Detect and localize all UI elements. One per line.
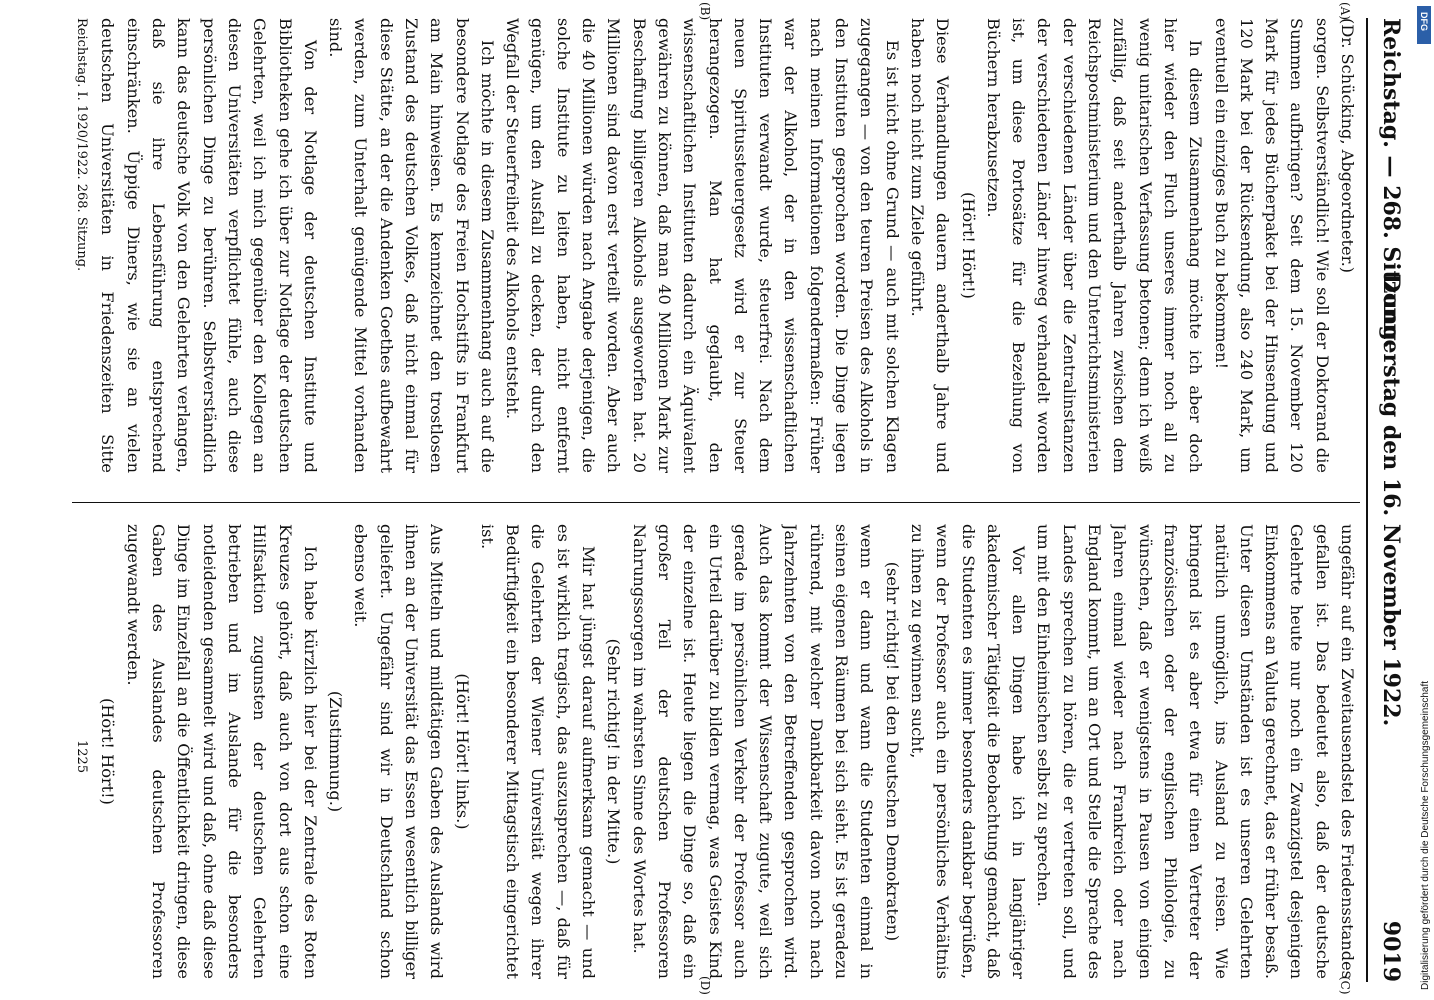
footer-signature: Reichstag. I. 1920/1922. 268. Sitzung. bbox=[74, 18, 89, 272]
paragraph: Ich möchte in diesem Zusammenhang auch auf die besondere Notlage des Freien Hochstifts in Frankfurt am Main hinweisen. Es kennzeichnet den trostlosen Zustand des deutschen Volkes, daß nicht einmal für diese Stätte, an der die Andenken Goethes aufbewahrt werden, zum Unterhalt genügende Mittel vorhanden sind. bbox=[326, 18, 497, 473]
interjection: (Sehr richtig! in der Mitte.) bbox=[604, 638, 624, 865]
paragraph: Mir hat jüngst darauf aufmerksam gemacht — und es ist wirklich tragisch, das auszusprechen —, daß für die Gelehrten der Wiener Universität wegen ihrer Bedürftigkeit ein besonderer Mittagstisch eingerichtet ist. bbox=[477, 524, 599, 979]
margin-mark-c: (C) bbox=[1338, 976, 1352, 995]
interjection: (Zustimmung.) bbox=[326, 690, 346, 813]
margin-mark-a: (A) bbox=[1338, 2, 1352, 21]
column-divider bbox=[72, 502, 1360, 503]
header-page-number: 9019 bbox=[1378, 920, 1404, 982]
interjection: (sehr richtig! bei den Deutschen Demokraten) bbox=[882, 561, 902, 942]
paragraph: ungefähr auf ein Zweitausendstel des Friedensstandes gefallen ist. Das bedeutet also, daß der deutsche Gelehrte heute nur noch ein Zwanzigstel desjenigen Einkommens an Valuta gerechnet, das er früher besaß. Unter diesen Umständen ist es unseren Gelehrten natürlich unmöglich, ins Ausland zu reisen. Wie bringend ist es aber etwa für einen Vertreter der französischen oder der englischen Philologie, zu wünschen, daß er wenigstens in Pausen von einigen Jahren einmal wieder nach Frankreich oder nach England kommt, um an Ort und Stelle die Sprache des Landes sprechen zu hören, die er vertreten soll, und um mit den Einheimischen selbst zu sprechen. bbox=[1034, 524, 1357, 979]
paragraph: Diese Verhandlungen dauern anderthalb Jahre und haben noch nicht zum Ziele geführt. bbox=[907, 18, 953, 473]
speaker-note: (Dr. Schücking, Abgeordneter.) bbox=[1338, 18, 1357, 274]
header-session: Reichstag. — 268. Sitzung. bbox=[1378, 18, 1404, 349]
footer-sheet-number: 1225 bbox=[74, 740, 89, 774]
paragraph: wenn er dann und wann die Studenten einmal in seinen eigenen Räumen bei sich sieht. Es ist geradezu rührend, mit welcher Dankbarkeit davon noch nach Jahrzehnten von den Betreffenden gesprochen wird. Auch das kommt der Wissenschaft zugute, weil sich gerade im persönlichen Verkehr der Professor auch ein Urteil darüber zu bilden vermag, was Geistes Kind der einzelne ist. Heute liegen die Dinge so, daß ein großer Teil der deutschen Professoren Nahrungssorgen im wahrsten Sinne des Wortes hat. bbox=[629, 524, 877, 979]
header-date: Donnerstag den 16. November 1922. bbox=[1378, 273, 1404, 727]
paragraph: Aus Mitteln und mildtätigen Gaben des Auslands wird ihnen an der Universität das Essen wesentlich billiger geliefert. Ungefähr sind wir in Deutschland schon ebenso weit. bbox=[351, 524, 447, 979]
paragraph: In diesem Zusammenhang möchte ich aber doch hier wieder den Fluch unseres immer noch all zu wenig unitarischen Verfassung betonen; denn ich weiß zufällig, daß seit anderthalb Jahren zwischen dem Reichspostministerium und den Unterrichtsministerien der verschiedenen Länder über die Zentralinstanzen der verschiedenen Länder hinweg verhandelt worden ist, um diese Portosätze für die Bezeihung von Büchern herabzusetzen. bbox=[983, 18, 1206, 473]
newspaper-page bbox=[2, 0, 1412, 1000]
interjection: (Hört! Hört!) bbox=[958, 192, 978, 299]
paragraph: Von der Notlage der deutschen Institute und Bibliotheken gehe ich über zur Notlage der deutschen Gelehrten, weil ich mich gegenüber den Kollegen an diesen Universitäten verpflichtet fühle, auch diese persönlichen Dinge zu berühren. Selbstverständlich kann das deutsche Volk von den Gelehrten verlangen, daß sie ihre Lebensführung entsprechend einschränken. Üppige Diners, wie sie an vielen deutschen Universitäten in Friedenszeiten Sitte bbox=[98, 18, 320, 473]
margin-mark-d: (D) bbox=[698, 976, 712, 995]
paragraph bbox=[92, 524, 95, 979]
paragraph: Es ist nicht ohne Grund — auch mit solchen Klagen zugegangen — von den teuren Preisen des Alkohols in den Instituten gesprochen worden. Die Dinge liegen nach meinen Informationen folgendermaßen: Früher war der Alkohol, der in den wissenschaftlichen Instituten verwandt wurde, steuerfrei. Nach dem neuen Spiritussteuergesetz wird er zur Steuer herangezogen. Man hat geglaubt, den wissenschaftlichen Instituten dadurch ein Äquivalent gewähren zu können, daß man 40 Millionen Mark zur Beschaffung billigeren Alkohols ausgeworfen hat. 20 Millionen sind davon erst verteilt worden. Aber auch die 40 Millionen würden nach Angabe derjenigen, die solche Institute zu leiten haben, nicht entfernt genügen, um den Ausfall zu decken, der durch den Wegfall der Steuerfreiheit des Alkohols entsteht. bbox=[503, 18, 902, 473]
right-column bbox=[92, 524, 1360, 979]
paragraph: Vor allen Dingen habe ich in langjähriger akademischer Tätigkeit die Beobachtung gemacht, daß die Studenten es immer besonders dankbar begrüßen, wenn der Professor auch ein persönliches Verhältnis zu ihnen zu gewinnen sucht, bbox=[907, 524, 1029, 979]
paragraph: Ich habe kürzlich hier bei der Zentrale des Roten Kreuzes gehört, daß auch von dort aus schon eine Hilfsaktion zugunsten der deutschen Gelehrten betrieben und im Auslande für die besonders notleidenden gesammelt wird und daß, ohne daß diese Dinge im Einzelfall an die Öffentlichkeit dringen, diese Gaben des Auslandes deutschen Professoren zugewandt werden. bbox=[123, 524, 320, 979]
interjection: (Hört! Hört! links.) bbox=[452, 673, 472, 830]
dfg-funding-note: Digitalisierung gefördert durch die Deutsche Forschungsgemeinschaft bbox=[1420, 680, 1431, 990]
left-column bbox=[92, 18, 1360, 473]
paragraph: sorgen. Selbstverständlich! Wie soll der Doktorand die Summen aufbringen? Seit dem 15. November 120 Mark für jedes Bücherpaket bei der Hinsendung und 120 Mark bei der Rücksendung, also 240 Mark, um eventuell ein einziges Buch zu bekommen! bbox=[1211, 18, 1332, 473]
header-rule bbox=[1366, 18, 1368, 982]
interjection: (Hört! Hört!) bbox=[98, 698, 118, 805]
margin-mark-b: (B) bbox=[698, 2, 712, 21]
page-header bbox=[1370, 18, 1410, 982]
dfg-logo-text: DFG bbox=[1419, 12, 1429, 31]
